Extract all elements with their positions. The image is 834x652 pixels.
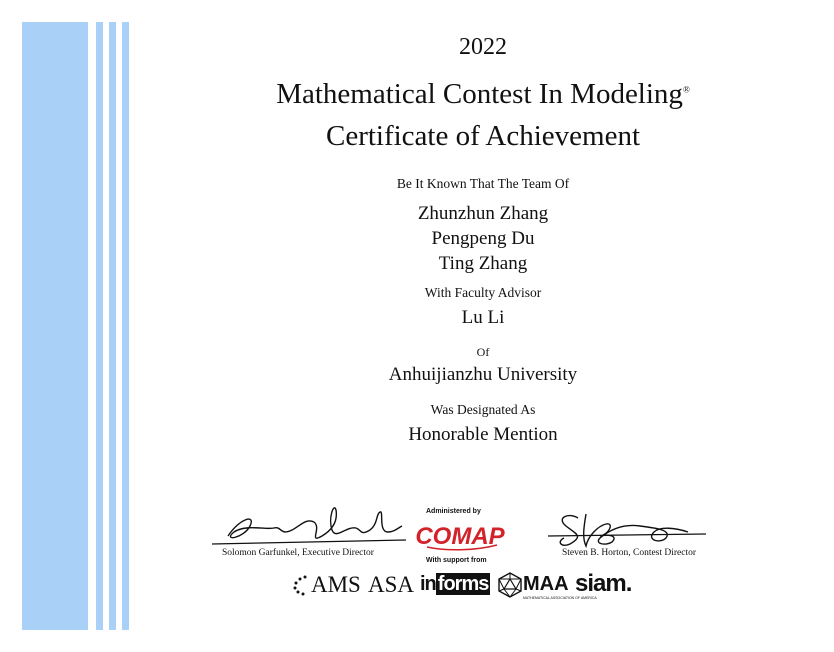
intro-text: Be It Known That The Team Of [396, 176, 570, 191]
maa-subtitle: MATHEMATICAL ASSOCIATION OF AMERICA [523, 596, 597, 600]
ams-text: AMS [311, 572, 361, 597]
sponsor-logos [293, 570, 653, 606]
support-label: With support from [426, 557, 487, 564]
left-stripe-wide [22, 22, 88, 630]
registered-mark: ® [682, 84, 690, 95]
siam-logo: siam. [575, 570, 632, 597]
left-stripe-thin-3 [122, 22, 129, 630]
comap-logo-text: COMAP [415, 523, 505, 550]
university-name: Anhuijianzhu University [388, 364, 578, 385]
executive-director-caption: Solomon Garfunkel, Executive Director [222, 548, 374, 558]
of-label: Of [476, 345, 490, 359]
certificate-title: Certificate of Achievement [325, 120, 641, 152]
advisor-label: With Faculty Advisor [424, 285, 542, 300]
left-stripe-thin-2 [109, 22, 116, 630]
informs-text-b: forms [437, 573, 489, 595]
award-name: Honorable Mention [408, 424, 558, 445]
maa-logo: MAA [523, 573, 569, 595]
year: 2022 [459, 34, 507, 60]
team-member: Pengpeng Du [431, 228, 535, 249]
contest-name [132, 78, 834, 111]
team-member: Ting Zhang [438, 253, 528, 274]
asa-logo: ASA [368, 572, 415, 597]
ams-logo [293, 572, 361, 598]
administered-by-label: Administered by [426, 508, 481, 515]
left-stripe-thin-1 [96, 22, 103, 630]
comap-logo [415, 517, 505, 553]
contest-name-text: Mathematical Contest In Modeling [276, 78, 683, 110]
executive-director-signature [210, 500, 410, 552]
maa-icosahedron-icon [497, 572, 523, 598]
advisor-name: Lu Li [461, 307, 505, 328]
contest-director-caption: Steven B. Horton, Contest Director [562, 548, 697, 558]
ams-dots-icon [293, 574, 309, 596]
designation-label: Was Designated As [430, 402, 536, 417]
informs-text-a: in [420, 573, 436, 595]
informs-logo [420, 573, 490, 596]
contest-director-signature [548, 506, 708, 552]
team-member: Zhunzhun Zhang [417, 203, 549, 224]
